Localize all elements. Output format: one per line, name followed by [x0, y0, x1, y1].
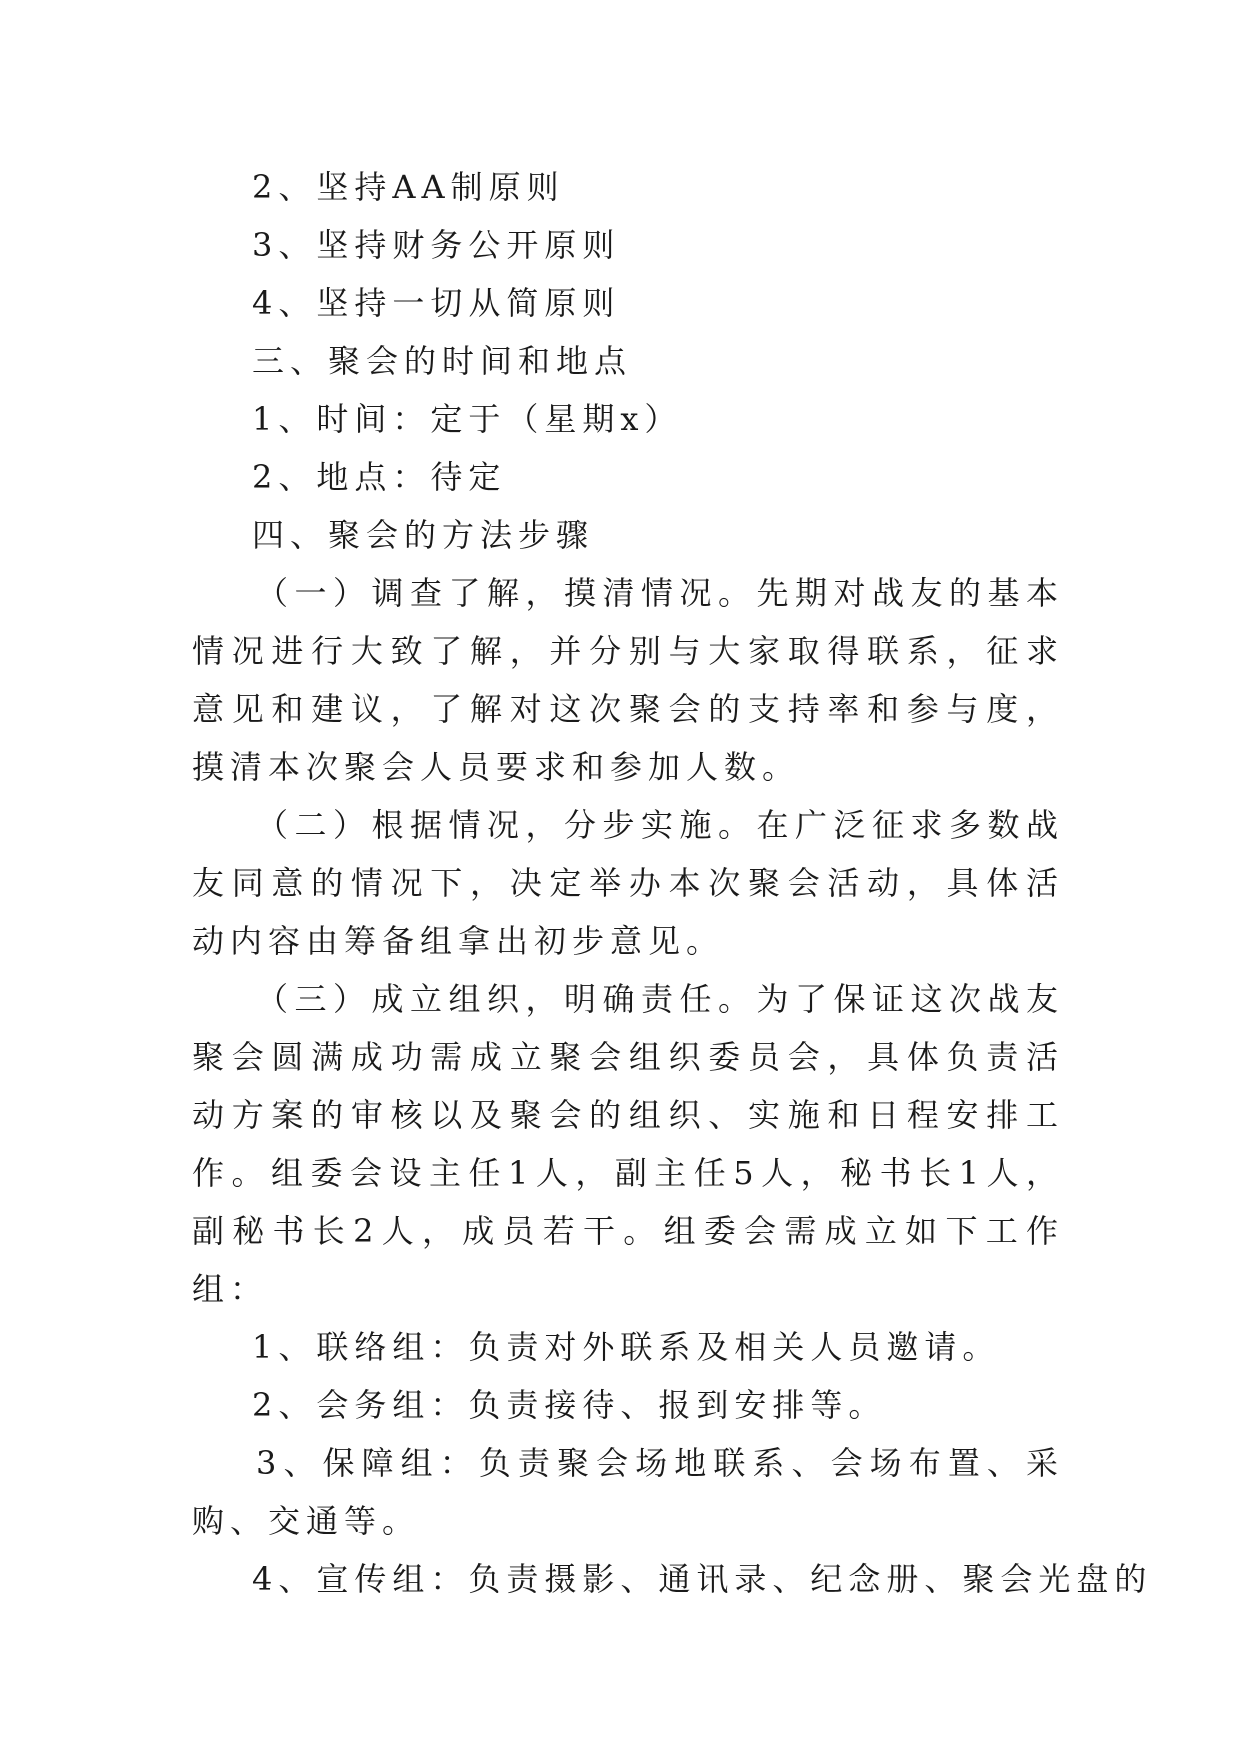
section-heading-time-place: 三、聚会的时间和地点 [252, 342, 633, 380]
step-3-paragraph: （三）成立组织，明确责任。为了保证这次战友聚会圆满成功需成立聚会组织委员会，具体负责活动方案的审核以及聚会的组织、实施和日程安排工作。组委会设主任1人，副主任5人，秘书长1人，副秘书长2人，成员若干。组委会需成立如下工作组： [192, 980, 1064, 1308]
principle-aa: 2、坚持AA制原则 [252, 168, 565, 206]
step-2-paragraph: （二）根据情况，分步实施。在广泛征求多数战友同意的情况下，决定举办本次聚会活动，具体活动内容由筹备组拿出初步意见。 [192, 806, 1064, 960]
group-affairs: 2、会务组：负责接待、报到安排等。 [252, 1386, 887, 1424]
section-heading-steps: 四、聚会的方法步骤 [252, 516, 595, 554]
principle-simplicity: 4、坚持一切从简原则 [252, 284, 621, 322]
principle-finance-public: 3、坚持财务公开原则 [252, 226, 621, 264]
document-body [192, 158, 1153, 1608]
group-publicity: 4、宣传组：负责摄影、通讯录、纪念册、聚会光盘的 [252, 1560, 1153, 1598]
group-liaison: 1、联络组：负责对外联系及相关人员邀请。 [252, 1328, 1001, 1366]
time-line: 1、时间：定于（星期x） [252, 400, 683, 438]
step-1-paragraph: （一）调查了解，摸清情况。先期对战友的基本情况进行大致了解，并分别与大家取得联系，征求意见和建议，了解对这次聚会的支持率和参与度，摸清本次聚会人员要求和参加人数。 [192, 574, 1064, 786]
group-logistics: 3、保障组：负责聚会场地联系、会场布置、采购、交通等。 [192, 1444, 1064, 1540]
place-line: 2、地点：待定 [252, 458, 507, 496]
